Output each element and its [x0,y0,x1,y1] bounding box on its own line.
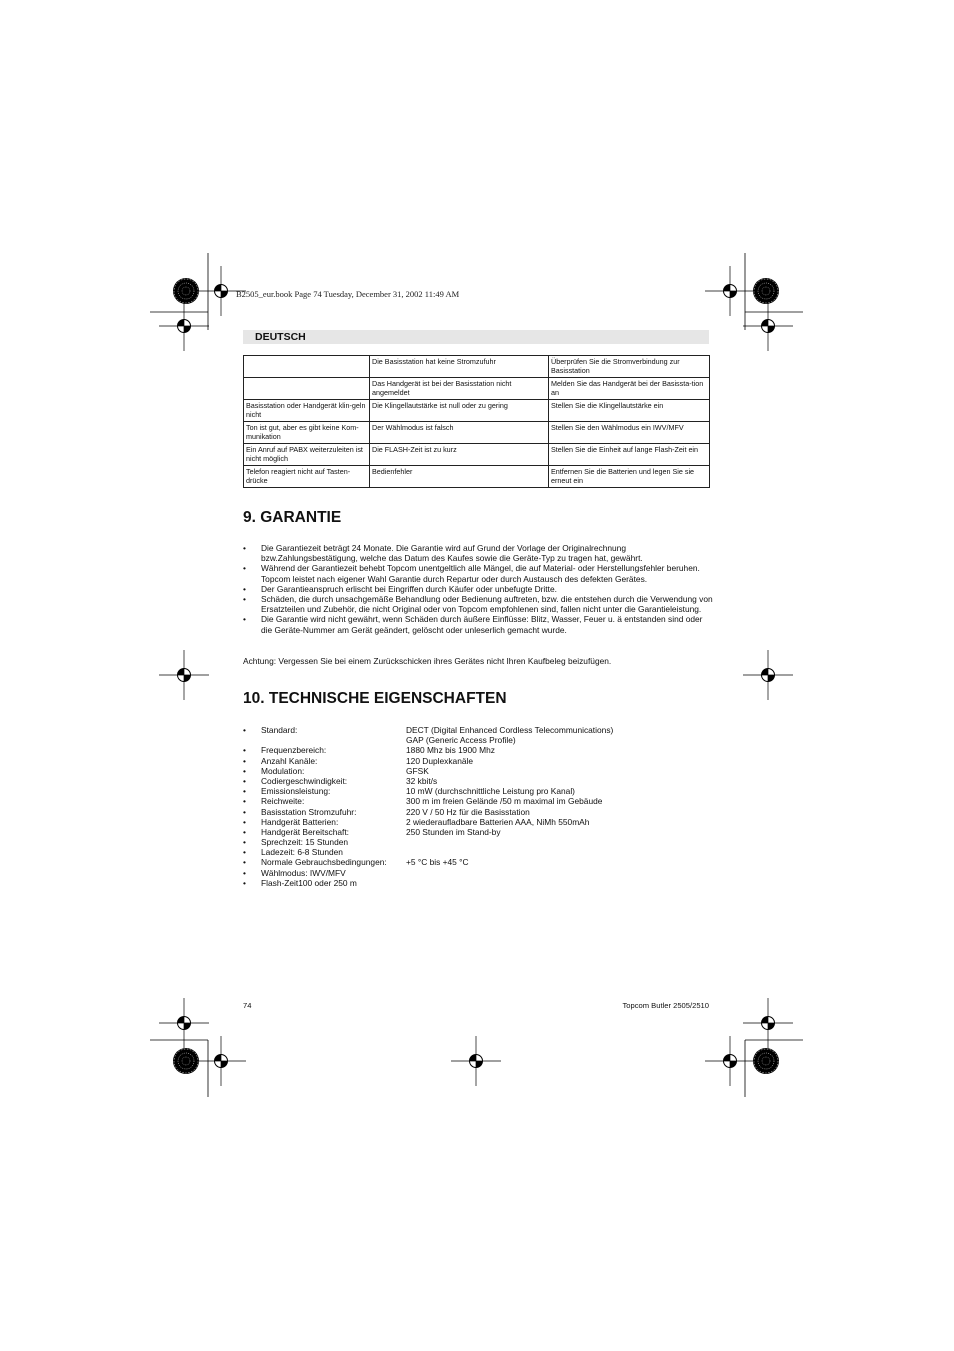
spec-value: GAP (Generic Access Profile) [406,735,516,746]
spec-value: GFSK [406,765,429,776]
bullet: • [243,816,246,827]
book-slug: B2505_eur.book Page 74 Tuesday, December 31, 2002 11:49 AM [236,289,460,299]
spec-row [243,868,709,878]
garantie-list [243,543,713,635]
spec-value: +5 °C bis +45 °C [406,857,469,868]
table-cell [244,356,370,378]
spec-row [243,745,709,755]
spec-label: Handgerät Batterien: [261,816,339,827]
garantie-heading: 9. GARANTIE [243,509,342,526]
spec-row [243,776,709,786]
bullet: • [243,847,246,858]
spec-label: Wählmodus: IWV/MFV [261,867,346,878]
table-row [244,400,710,422]
spec-label: Emissionsleistung: [261,786,331,797]
section-label: DEUTSCH [255,331,306,343]
spec-label: Ladezeit: 6-8 Stunden [261,847,343,858]
spec-row [243,847,709,857]
table-cell: Die Basisstation hat keine Stromzufuhr [370,356,549,378]
list-item: • Während der Garantiezeit behebt Topcom unentgeltlich alle Mängel, die auf Material- oder Herstellungsfehler beruhen. Topcom leistet nach eigener Wahl Garantie durch Repartur oder durch Austausch des defekten Gerätes. [243,563,700,584]
spec-row [243,878,709,888]
table-row [244,422,710,444]
spec-row [243,796,709,806]
table-row [244,378,710,400]
table-cell: Stellen Sie die Klingellautstärke ein [549,400,710,422]
technik-heading: 10. TECHNISCHE EIGENSCHAFTEN [243,690,507,707]
table-cell: Stellen Sie den Wählmodus ein IWV/MFV [549,422,710,444]
spec-row [243,807,709,817]
table-cell: Melden Sie das Handgerät bei der Basissta-tion an [549,378,710,400]
bullet: • [243,786,246,797]
table-cell: Stellen Sie die Einheit auf lange Flash-Zeit ein [549,444,710,466]
spec-row [243,837,709,847]
spec-value: 250 Stunden im Stand-by [406,826,501,837]
spec-label: Frequenzbereich: [261,745,327,756]
spec-row [243,857,709,867]
spec-label: Modulation: [261,765,305,776]
spec-label: Reichweite: [261,796,305,807]
table-row [244,444,710,466]
bullet: • [243,826,246,837]
table-cell: Der Wählmodus ist falsch [370,422,549,444]
spec-row [243,735,709,745]
garantie-note: Achtung: Vergessen Sie bei einem Zurückschicken ihres Gerätes nicht Ihren Kaufbeleg beizufügen. [243,656,612,666]
list-item: • Die Garantiezeit beträgt 24 Monate. Die Garantie wird auf Grund der Vorlage der Originalrechnung bzw.Zahlungsbestätigung, welche das Datum des Kaufes sowie die Geräte-Typ zu tragen hat, gewährt. [243,543,643,564]
bullet: • [243,837,246,848]
spec-label: Handgerät Bereitschaft: [261,826,349,837]
spec-row [243,756,709,766]
spec-value: 1880 Mhz bis 1900 Mhz [406,745,495,756]
bullet: • [243,877,246,888]
bullet: • [243,806,246,817]
spec-row [243,725,709,735]
table-cell: Überprüfen Sie die Stromverbindung zur Basisstation [549,356,710,378]
table-cell: Das Handgerät ist bei der Basisstation nicht angemeldet [370,378,549,400]
spec-label: Sprechzeit: 15 Stunden [261,837,349,848]
page-number: 74 [243,1001,252,1010]
spec-value: 220 V / 50 Hz für die Basisstation [406,806,530,817]
table-cell: Bedienfehler [370,466,549,488]
product-name: Topcom Butler 2505/2510 [622,1001,709,1010]
bullet: • [243,755,246,766]
bullet: • [243,725,246,735]
spec-label: Standard: [261,725,298,735]
table-cell: Ein Anruf auf PABX weiterzuleiten ist nicht möglich [244,444,370,466]
spec-list [243,725,709,888]
bullet: • [243,765,246,776]
spec-value: 10 mW (durchschnittliche Leistung pro Kanal) [406,786,575,797]
spec-label: Flash-Zeit100 oder 250 m [261,877,357,888]
troubleshooting-table [243,355,710,488]
spec-value: DECT (Digital Enhanced Cordless Telecommunications) [406,725,614,735]
spec-label: Anzahl Kanäle: [261,755,318,766]
list-item: • Der Garantieanspruch erlischt bei Eingriffen durch Käufer oder unbefugte Dritte. [243,583,557,594]
table-cell [244,378,370,400]
list-item: • Die Garantie wird nicht gewährt, wenn Schäden durch äußere Einflüsse: Blitz, Wasser, Feuer u. ä entstanden sind oder die Geräte-Nummer am Gerät geändert, gelöscht oder unleserlich gemacht wurde. [243,614,703,635]
spec-label: Basisstation Stromzufuhr: [261,806,357,817]
table-cell: Ton ist gut, aber es gibt keine Kom-munikation [244,422,370,444]
list-item: • Schäden, die durch unsachgemäße Behandlung oder Bedienung auftreten, bzw. die entstehen durch die Verwendung von Ersatzteilen und Zubehör, die nicht Original oder von Topcom empfohlenen sind, fallen nicht unter die Garantieleistung. [243,594,713,615]
section-header-bar [243,330,709,344]
spec-value: 2 wiederaufladbare Batterien AAA, NiMh 550mAh [406,816,590,827]
table-cell: Basisstation oder Handgerät klin-geln nicht [244,400,370,422]
bullet: • [243,857,246,868]
spec-value: 300 m im freien Gelände /50 m maximal im Gebäude [406,796,603,807]
bullet: • [243,867,246,878]
table-row [244,466,710,488]
bullet: • [243,796,246,807]
bullet: • [243,745,246,756]
spec-row [243,827,709,837]
spec-value: 120 Duplexkanäle [406,755,474,766]
table-row [244,356,710,378]
table-cell: Die Klingellautstärke ist null oder zu gering [370,400,549,422]
table-cell: Die FLASH-Zeit ist zu kurz [370,444,549,466]
spec-label: Normale Gebrauchsbedingungen: [261,857,387,868]
spec-row [243,786,709,796]
spec-row [243,817,709,827]
spec-row [243,766,709,776]
table-cell: Telefon reagiert nicht auf Tasten-drücke [244,466,370,488]
bullet: • [243,775,246,786]
spec-label: Codiergeschwindigkeit: [261,775,348,786]
table-cell: Entfernen Sie die Batterien und legen Sie sie erneut ein [549,466,710,488]
spec-value: 32 kbit/s [406,775,438,786]
